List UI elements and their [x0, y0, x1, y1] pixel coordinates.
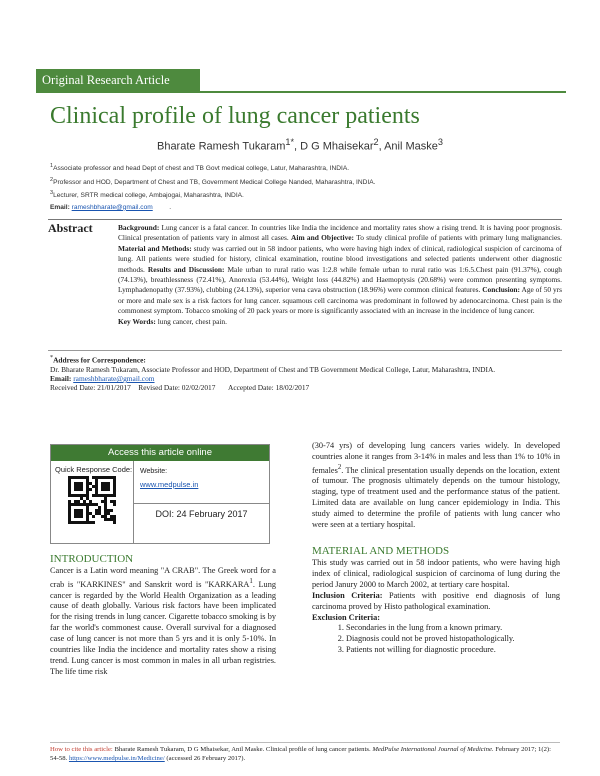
list-item: 2. Diagnosis could not be proved histopathologically.	[346, 634, 560, 645]
abstract-body	[118, 223, 562, 327]
citation-url-link[interactable]: https://www.medpulse.in/Medicine/	[68, 755, 165, 762]
qr-label: Quick Response Code:	[55, 465, 133, 474]
affiliation-1-num: 1	[50, 163, 54, 169]
header-rule	[36, 91, 566, 93]
author-2: , D G Mhaisekar	[294, 140, 374, 153]
article-title: Clinical profile of lung cancer patients	[50, 103, 420, 129]
correspondence-email-label: Email:	[50, 374, 72, 384]
keywords-label: Key Words:	[118, 316, 156, 326]
intro-text-2: . Lung cancer is regarded by the World Health Organization as a leading cause of death globally. Various risk factors have been implicated for the rising trends in lung cancer. Cigarette tobacco smoking is by far the world's commonest cause. Overall survival for a diagnosed case of lung cancer is not more than 5 yrs and it is only 5-10%. In countries like India the incidence and mortality rates show a rising trend. Lung cancer is most common in males in all urban registries. The life time risk	[50, 579, 276, 676]
citation-label: How to cite this article:	[50, 746, 113, 753]
correspondence-address: Dr. Bharate Ramesh Tukaram, Associate Professor and HOD, Department of Chest and TB Government Medical College, Latur, Maharashtra, INDIA.	[50, 364, 496, 374]
affiliation-3-text: Lecturer, SRTR medical college, Ambajogai, Maharashtra, INDIA.	[53, 192, 244, 200]
citation-journal: MedPulse International Journal of Medicine.	[372, 746, 494, 753]
abstract-aim-label: Aim and Objective:	[291, 233, 355, 243]
exclusion-label	[312, 613, 560, 624]
abstract-conclusion-text: Age of 50 yrs or more and male sex is a risk factors for lung cancer. squamous cell carcinoma was predominant in followed by adenocarcinoma. Chest pain is the commonest symptom. Tobacco smoking of 20 pack years or more is significantly associated with an increase in the incidence of lung cancer.	[118, 285, 562, 316]
list-item: 1. Secondaries in the lung from a known primary.	[346, 623, 560, 634]
author-1: Bharate Ramesh Tukaram	[156, 140, 286, 153]
received-date: Received Date: 21/01/2017	[50, 383, 131, 393]
author-2-sup: 2	[373, 137, 379, 147]
affiliation-2-num: 2	[50, 176, 54, 183]
exclusion-list	[312, 623, 560, 656]
author-email-line	[50, 202, 560, 213]
right-ref-2: 2	[337, 463, 342, 471]
inclusion-text: Patients with positive end diagnosis of lung carcinoma proved by Histo pathological examination.	[312, 590, 560, 611]
abstract-results-label: Results and Discussion:	[147, 264, 225, 274]
abstract-results-text: Male urban to rural ratio was 1:2.8 while female urban to rural ratio was 1:6.5.Chest pain (91.37%), cough (74.13%), breathlessness (72.41%), Anorexia (53.44%), Weight loss (44.82%) and Haemoptysis (20.68%) were common presenting symptoms. Lymphadenopathy (37.93%), clubbing (24.13%), superior vena cava obstruction (18.96%) were common clinical features.	[118, 264, 562, 295]
abstract-bg-text: Lung cancer is a fatal cancer. In countries like India the incidence and mortality rates show a rising trend. It is having poor prognosis. Clinical presentation of patients vary in almost all cases.	[118, 223, 562, 243]
website-cell	[134, 461, 269, 504]
dates-line	[50, 383, 560, 392]
author-3-sup: 3	[437, 137, 443, 147]
accepted-date: Accepted Date: 18/02/2017	[227, 383, 310, 393]
abstract-aim-text: To study clinical profile of patients with primary lung malignancies.	[354, 233, 562, 243]
citation-details: February 2017; 1(2): 54-58.	[50, 746, 552, 762]
qr-code-image	[68, 476, 116, 524]
inclusion-paragraph	[312, 591, 560, 613]
affiliation-3-num: 3	[50, 190, 54, 197]
right-column	[312, 441, 560, 656]
exclusion-label-text: Exclusion Criteria:	[312, 612, 380, 622]
affiliation-2-text: Professor and HOD, Department of Chest and TB, Government Medical College Nanded, Maharashtra, INDIA.	[53, 178, 376, 186]
correspondence-email-link[interactable]: rameshbharate@gmail.com	[73, 374, 155, 384]
abstract-mm-label: Material and Methods:	[118, 243, 192, 253]
intro-paragraph	[50, 566, 276, 678]
intro-heading: INTRODUCTION	[50, 553, 134, 565]
intro-text-1: Cancer is a Latin word meaning "A CRAB". The Greek word for a crab is "KARKINES" and Sanskrit word is "KARKARA	[50, 566, 276, 589]
affiliation-3	[50, 188, 560, 202]
abstract-bg-label: Background:	[118, 223, 160, 232]
citation-block	[50, 745, 560, 763]
doi-text: DOI: 24 February 2017	[155, 509, 248, 519]
website-link[interactable]: www.medpulse.in	[140, 480, 199, 489]
left-column	[50, 553, 276, 678]
author-1-sup: 1*	[285, 137, 295, 147]
author-3: , Anil Maske	[378, 140, 438, 153]
article-type-label: Original Research Article	[36, 69, 200, 91]
abstract-conclusion-label: Conclusion:	[482, 285, 521, 295]
right-text-1: (30-74 yrs) of developing lung cancers varies widely. In developed countries alone it ranges from 3-14% in males and less than 1% to 10% in females	[312, 441, 560, 475]
abstract-top-rule	[48, 219, 562, 220]
affiliation-1	[50, 161, 560, 175]
methods-heading: MATERIAL AND METHODS	[312, 545, 450, 558]
keywords-text: lung cancer, chest pain.	[155, 316, 227, 326]
citation-text: Bharate Ramesh Tukaram, D G Mhaisekar, Anil Maske. Clinical profile of lung cancer patients.	[112, 746, 373, 753]
intro-ref-1: 1	[249, 577, 253, 585]
affiliation-2	[50, 175, 560, 189]
affiliation-1-text: Associate professor and head Dept of chest and TB Govt medical college, Latur, Maharashtra, INDIA.	[53, 165, 350, 173]
methods-paragraph: This study was carried out in 58 indoor patients, who were having high index of clinical, radiological suspicion of carcinoma of lung during the period Janury 2000 to March 2002, at tertiary care hospital.	[312, 558, 560, 589]
access-heading: Access this article online	[51, 445, 269, 461]
citation-rule	[50, 742, 560, 743]
abstract-label: Abstract	[48, 221, 93, 235]
abstract-bottom-rule	[48, 350, 562, 351]
citation-accessed: (accessed 26 February 2017).	[164, 755, 246, 762]
author-list	[0, 137, 600, 153]
correspondence-block: *Address for Correspondence: Dr. Bharate Ramesh Tukaram, Associate Professor and HOD, Department of Chest and TB Government Medical College, Latur, Maharashtra, INDIA. Email: rameshbharate@gmail.com Received Date: 21/01/2017 Revised Date: 02/02/2017 Accepted Date: 18/02/2017	[50, 354, 560, 393]
revised-date: Revised Date: 02/02/2017	[138, 383, 216, 393]
email-label: Email:	[50, 203, 70, 211]
right-text-2: . The clinical presentation usually depends on the location, extent of tumour. The prognosis ultimately depends on the tumour histology, staging, type of treatment used and the performance status of the patient. Limited data are available on lung cancer epidemiology in India. This study aimed to determine the profile of patients with lung cancer who were seen at a tertiary hospital.	[312, 465, 560, 530]
affiliations	[50, 161, 560, 213]
website-label: Website:	[140, 468, 168, 475]
abstract-mm-text: study was carried out in 58 indoor patients, who were having high index of clinical, radiological suspicion of carcinoma of lung. All patients were studied for history, clinical examination, routine blood investigations and selected patients underwent other diagnostic methods.	[118, 243, 563, 274]
correspondence-label: Address for Correspondence:	[53, 355, 146, 365]
list-item: 3. Patients not willing for diagnostic procedure.	[346, 645, 560, 656]
email-trail: .	[169, 203, 172, 211]
inclusion-label: Inclusion Criteria:	[312, 590, 383, 600]
right-paragraph-1	[312, 441, 560, 531]
author-email-link[interactable]: rameshbharate@gmail.com	[71, 203, 153, 211]
